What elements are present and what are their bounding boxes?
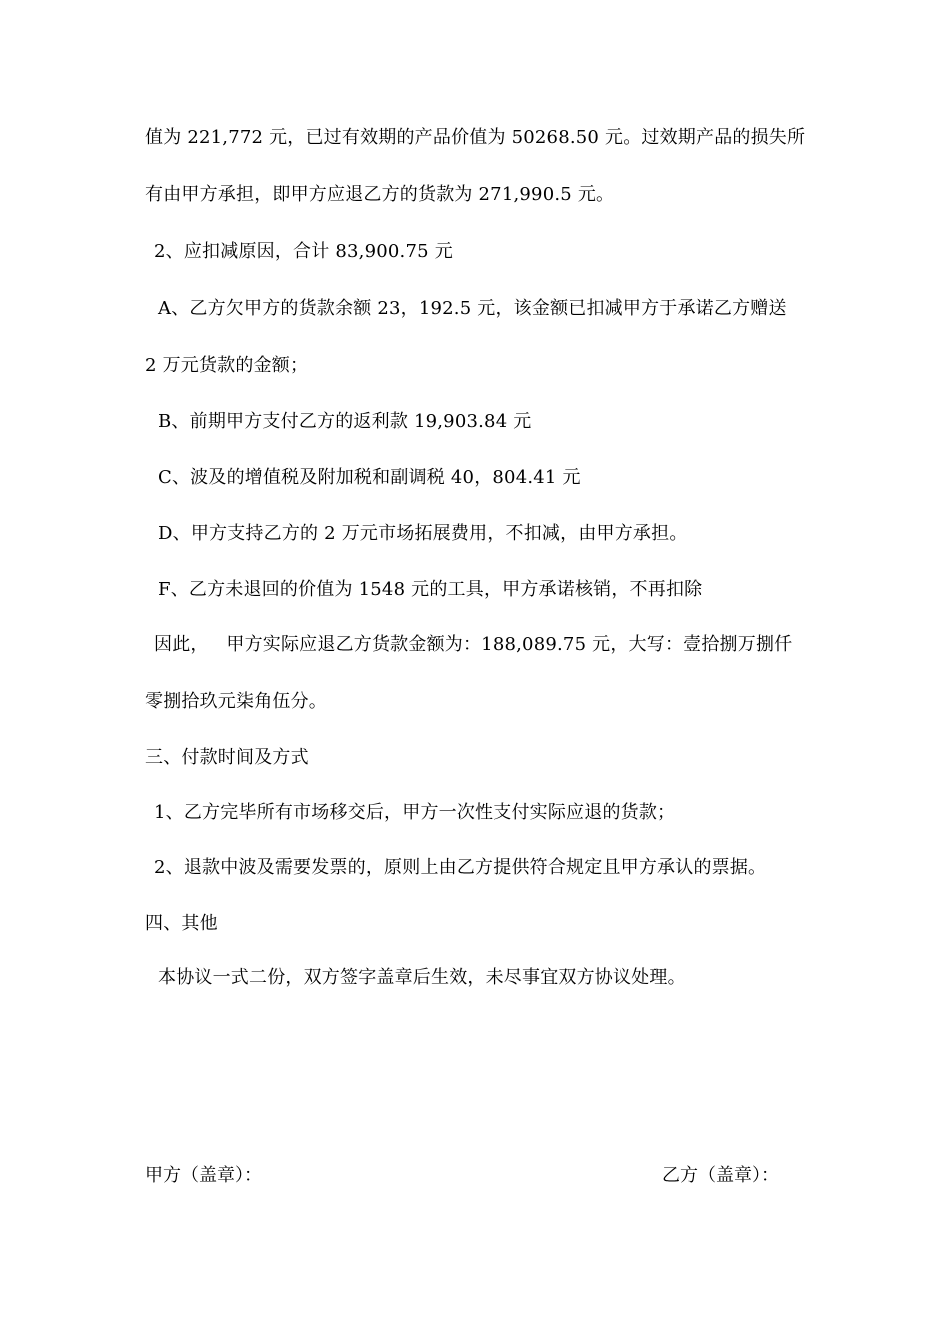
section-item: 1、乙方完毕所有市场移交后，甲方一次性支付实际应退的货款； — [154, 802, 676, 823]
section-heading: 三、付款时间及方式 — [145, 747, 309, 768]
section-heading: 四、其他 — [145, 913, 218, 934]
section-item: 2、退款中波及需要发票的，原则上由乙方提供符合规定且甲方承认的票据。 — [154, 857, 767, 878]
sub-item-c: C、波及的增值税及附加税和副调税 40，804.41 元 — [158, 467, 581, 488]
paragraph-line: 2 万元货款的金额； — [145, 355, 309, 376]
party-b-signature: 乙方（盖章）： — [662, 1165, 779, 1186]
sub-item-f: F、乙方未退回的价值为 1548 元的工具，甲方承诺核销，不再扣除 — [158, 579, 703, 600]
conclusion-line: 因此， 甲方实际应退乙方货款金额为：188,089.75 元，大写：壹拾捌万捌仟 — [154, 634, 793, 655]
section-item: 2、应扣减原因，合计 83,900.75 元 — [154, 241, 453, 262]
paragraph-line: 本协议一式二份，双方签字盖章后生效，未尽事宜双方协议处理。 — [158, 967, 686, 988]
sub-item-d: D、甲方支持乙方的 2 万元市场拓展费用，不扣减，由甲方承担。 — [158, 523, 688, 544]
sub-item-b: B、前期甲方支付乙方的返利款 19,903.84 元 — [158, 411, 532, 432]
sub-item-a: A、乙方欠甲方的货款余额 23，192.5 元，该金额已扣减甲方于承诺乙方赠送 — [158, 298, 787, 319]
paragraph-line: 有由甲方承担，即甲方应退乙方的货款为 271,990.5 元。 — [145, 184, 615, 205]
party-a-signature: 甲方（盖章）： — [145, 1165, 262, 1186]
paragraph-line: 值为 221,772 元，已过有效期的产品价值为 50268.50 元。过效期产品的损失所 — [145, 127, 806, 148]
paragraph-line: 零捌拾玖元柒角伍分。 — [145, 691, 327, 712]
